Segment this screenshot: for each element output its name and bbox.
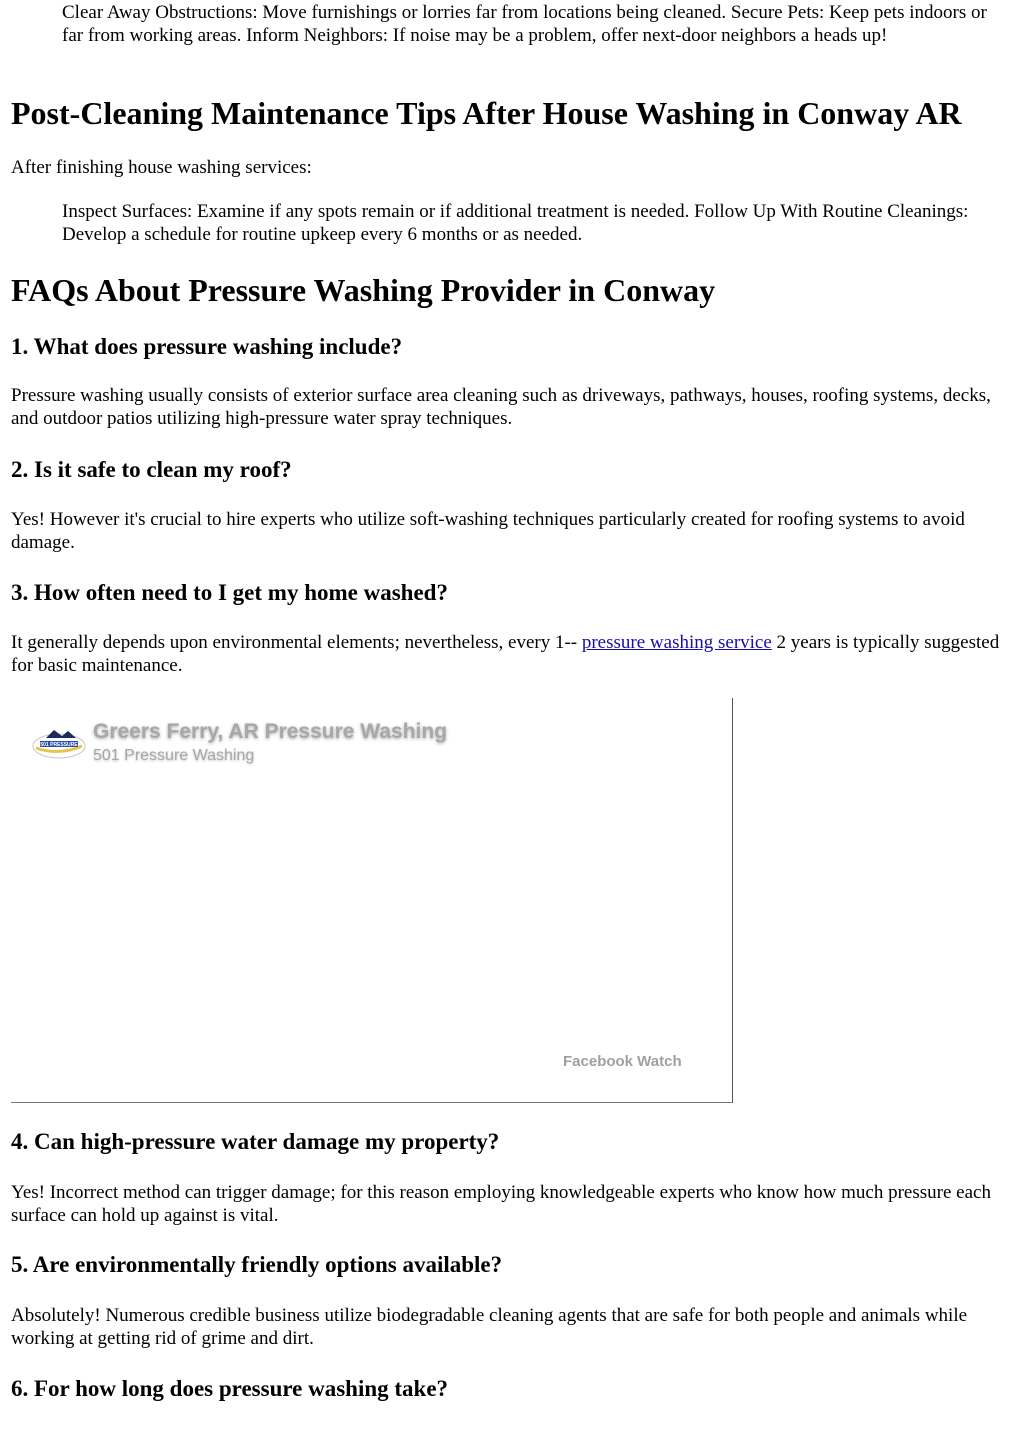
faqs-heading: FAQs About Pressure Washing Provider in Conway: [11, 272, 716, 308]
post-cleaning-heading: Post-Cleaning Maintenance Tips After House Washing in Conway AR: [11, 95, 962, 131]
facebook-video-embed[interactable]: [11, 698, 733, 1103]
faq-answer-5: Absolutely! Numerous credible business utilize biodegradable cleaning agents that are safe for both people and animals while working at getting rid of grime and dirt.: [11, 1305, 968, 1349]
faq-answer-3: [11, 631, 1011, 677]
faq-question-2: 2. Is it safe to clean my roof?: [11, 457, 292, 482]
faq-answer-1: Pressure washing usually consists of exterior surface area cleaning such as driveways, pathways, houses, roofing systems, decks, and outdoor patios utilizing high-pressure water spray techniques.: [11, 385, 991, 429]
facebook-watch-watermark[interactable]: Facebook Watch: [563, 1053, 682, 1070]
faq-answer-3-before: It generally depends upon environmental elements; nevertheless, every 1--: [11, 632, 582, 653]
faq-question-5: 5. Are environmentally friendly options available?: [11, 1252, 503, 1277]
faq-question-1: 1. What does pressure washing include?: [11, 334, 403, 359]
faq-answer-3-after: 2 years is typically suggested for basic maintenance.: [11, 632, 1000, 676]
faq-question-6: 6. For how long does pressure washing take?: [11, 1376, 449, 1401]
post-cleaning-tips: Inspect Surfaces: Examine if any spots remain or if additional treatment is needed. Follow Up With Routine Cleanings: Develop a schedule for routine upkeep every 6 months or as needed.: [62, 201, 969, 245]
video-title[interactable]: Greers Ferry, AR Pressure Washing: [93, 720, 448, 743]
pressure-washing-service-link[interactable]: pressure washing service: [581, 632, 772, 653]
faq-answer-2: Yes! However it's crucial to hire experts who utilize soft-washing techniques particularly created for roofing systems to avoid damage.: [11, 509, 965, 553]
channel-logo-icon[interactable]: [32, 724, 86, 760]
faq-question-3: 3. How often need to I get my home washed?: [11, 580, 448, 605]
faq-answer-4: Yes! Incorrect method can trigger damage; for this reason employing knowledgeable experts who know how much pressure each surface can hold up against is vital.: [11, 1182, 991, 1226]
intro-list-item: Clear Away Obstructions: Move furnishings or lorries far from locations being cleaned. Secure Pets: Keep pets indoors or far from working areas. Inform Neighbors: If noise may be a problem, offer next-door neighbors a heads up!: [62, 2, 987, 46]
post-cleaning-intro: After finishing house washing services:: [11, 157, 312, 178]
channel-logo-text: 501 PRESSURE: [40, 742, 78, 748]
video-channel-name[interactable]: 501 Pressure Washing: [93, 747, 255, 764]
faq-question-4: 4. Can high-pressure water damage my property?: [11, 1129, 500, 1154]
